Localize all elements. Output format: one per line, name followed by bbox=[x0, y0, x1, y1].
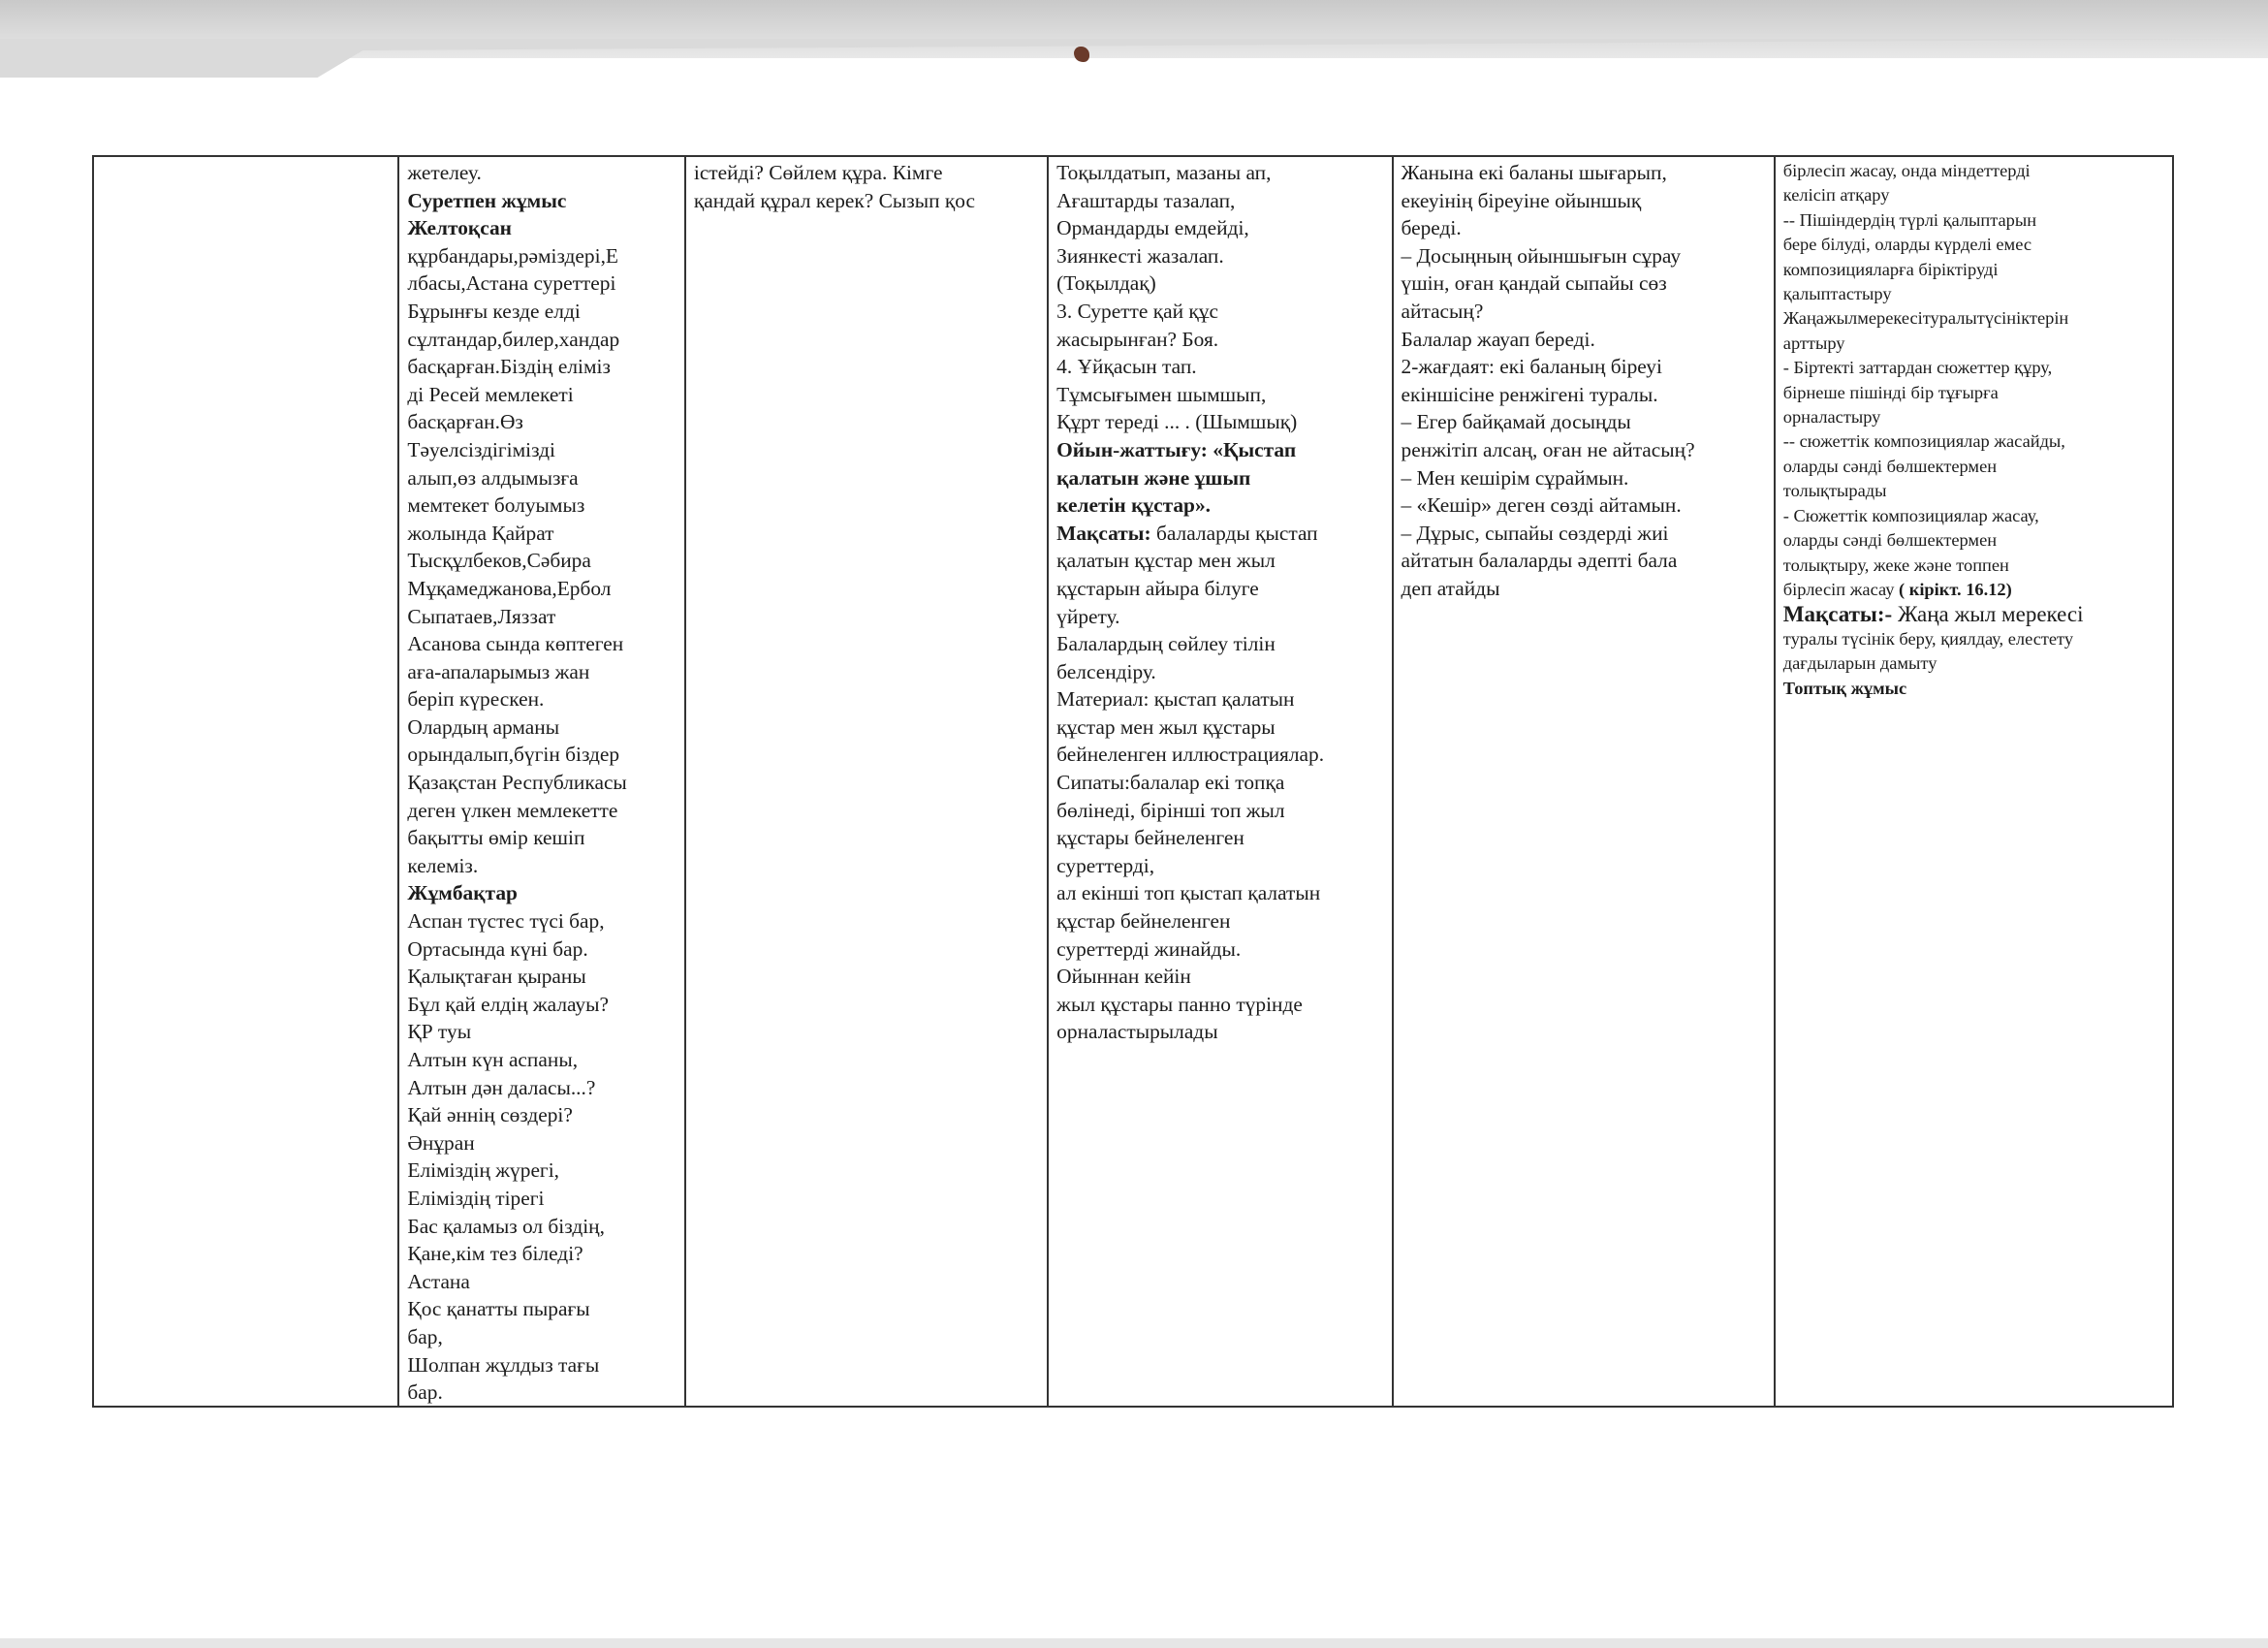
text-line: Алтын дән даласы...? bbox=[407, 1075, 596, 1099]
text-line: -- Пішіндердің түрлі қалыптарын bbox=[1782, 209, 2037, 230]
text-line: орналастыру bbox=[1782, 407, 1881, 428]
text-line: бейнеленген иллюстрациялар. bbox=[1056, 743, 1325, 767]
text-line: бақытты өмір кешіп bbox=[407, 826, 585, 850]
text-segment: Мақсаты:- bbox=[1782, 602, 1893, 627]
text-line: екіншісіне ренжігені туралы. bbox=[1401, 382, 1658, 406]
text-line: толықтырады bbox=[1782, 481, 1887, 501]
text-line: ренжітіп алсаң, оған не айтасың? bbox=[1401, 437, 1695, 461]
text-line: Шолпан жұлдыз тағы bbox=[407, 1352, 600, 1377]
text-line: келісіп атқару bbox=[1782, 185, 1890, 206]
text-line: Зиянкесті жазалап. bbox=[1056, 243, 1224, 268]
text-line: Тұмсығымен шымшып, bbox=[1056, 382, 1267, 406]
text-line: Олардың арманы bbox=[407, 714, 560, 739]
text-line: ді Ресей мемлекеті bbox=[407, 382, 574, 406]
text-segment: ( кірікт. 16.12) bbox=[1899, 579, 2012, 599]
text-line: Материал: қыстап қалатын bbox=[1056, 687, 1295, 712]
text-line: Сыпатаев,Ляззат bbox=[407, 604, 556, 628]
text-line: деген үлкен мемлекетте bbox=[407, 798, 618, 822]
text-line: Қос қанатты пырағы bbox=[407, 1297, 590, 1321]
text-line: дағдыларын дамыту bbox=[1782, 653, 1937, 674]
text-line: Тәуелсіздігімізді bbox=[407, 437, 555, 461]
scan-speck bbox=[1074, 47, 1089, 62]
text-line: құстары бейнеленген bbox=[1056, 826, 1244, 850]
text-line: үйрету. bbox=[1056, 604, 1120, 628]
column-3 bbox=[686, 157, 1049, 1406]
text-line: бар. bbox=[407, 1380, 443, 1405]
text-line: - Сюжеттік композициялар жасау, bbox=[1782, 505, 2039, 525]
text-line: мемтекет болуымыз bbox=[407, 493, 585, 518]
text-line: 2-жағдаят: екі баланың біреуі bbox=[1401, 355, 1662, 379]
text-line: бөлінеді, бірінші топ жыл bbox=[1056, 798, 1285, 822]
text-segment: бірлесіп жасау bbox=[1782, 579, 1899, 599]
text-line: Асанова сында көптеген bbox=[407, 632, 624, 656]
text-line: Желтоқсан bbox=[407, 216, 513, 240]
text-line: жолында Қайрат bbox=[407, 521, 554, 545]
text-line: айтатын балаларды әдепті бала bbox=[1401, 549, 1678, 573]
text-line: Құрт тереді ... . (Шымшық) bbox=[1056, 410, 1298, 434]
text-line: құстар бейнеленген bbox=[1056, 909, 1231, 934]
text-line: Жұмбақтар bbox=[407, 881, 518, 905]
text-line: 4. Ұйқасын тап. bbox=[1056, 355, 1197, 379]
text-segment: балаларды қыстап bbox=[1150, 521, 1318, 545]
text-line: жасырынған? Боя. bbox=[1056, 327, 1219, 351]
text-line: Қай әннің сөздері? bbox=[407, 1103, 573, 1127]
text-line: 3. Суретте қай құс bbox=[1056, 299, 1218, 323]
text-line: Ортасында күні бар. bbox=[407, 936, 588, 961]
text-line: аға-апаларымыз жан bbox=[407, 659, 590, 683]
text-line: Еліміздің тірегі bbox=[407, 1186, 545, 1210]
text-line: қандай құрал керек? Сызып қос bbox=[693, 188, 976, 212]
text-line: жыл құстары панно түрінде bbox=[1056, 992, 1303, 1016]
text-line: – «Кешір» деген сөзді айтамын. bbox=[1401, 493, 1682, 518]
text-line: лбасы,Астана суреттері bbox=[407, 271, 616, 296]
text-line: қалатын және ұшып bbox=[1056, 465, 1251, 490]
text-line: орналастырылады bbox=[1056, 1020, 1218, 1044]
text-line: бірнеше пішінді бір тұғырға bbox=[1782, 382, 1999, 402]
text-line: оларды сәнді бөлшектермен bbox=[1782, 456, 1998, 476]
text-line: құрбандары,рәміздері,Е bbox=[407, 243, 618, 268]
column-4 bbox=[1049, 157, 1393, 1406]
text-line: Бас қаламыз ол біздің, bbox=[407, 1214, 605, 1238]
text-line: алып,өз алдымызға bbox=[407, 465, 579, 490]
text-line: Ойыннан кейін bbox=[1056, 965, 1191, 989]
text-line: айтасың? bbox=[1401, 299, 1484, 323]
text-line: -- сюжеттік композициялар жасайды, bbox=[1782, 431, 2065, 452]
text-line: істейді? Сөйлем құра. Кімге bbox=[693, 161, 943, 184]
text-line: құстарын айыра білуге bbox=[1056, 576, 1259, 600]
text-line: құстар мен жыл құстары bbox=[1056, 714, 1276, 739]
text-line: Еліміздің жүрегі, bbox=[407, 1158, 559, 1183]
text-line: бар, bbox=[407, 1324, 443, 1348]
text-line: Мұқамеджанова,Ербол bbox=[407, 576, 612, 600]
text-line: Қазақстан Республикасы bbox=[407, 771, 627, 795]
text-line: Қалықтаған қыраны bbox=[407, 965, 586, 989]
text-line: оларды сәнді бөлшектермен bbox=[1782, 530, 1998, 551]
text-line: Қане,кім тез біледі? bbox=[407, 1242, 583, 1266]
text-line: Алтын күн аспаны, bbox=[407, 1048, 579, 1071]
text-line: сұлтандар,билер,хандар bbox=[407, 327, 620, 351]
column-1 bbox=[94, 157, 399, 1406]
text-line: Аспан түстес түсі бар, bbox=[407, 909, 605, 934]
text-line: жетелеу. bbox=[407, 161, 482, 184]
text-line: арттыру bbox=[1782, 333, 1845, 353]
text-line: Сипаты:балалар екі топқа bbox=[1056, 771, 1285, 795]
text-line: Ойын-жаттығу: «Қыстап bbox=[1056, 437, 1297, 461]
text-line: Топтық жұмыс bbox=[1782, 678, 1907, 698]
text-line: – Дұрыс, сыпайы сөздерді жиі bbox=[1401, 521, 1669, 545]
text-line: Балалар жауап береді. bbox=[1401, 327, 1595, 351]
text-line: Тысқұлбеков,Сәбира bbox=[407, 549, 591, 573]
text-line: Астана bbox=[407, 1269, 470, 1293]
scan-bottom-shadow bbox=[0, 1638, 2268, 1648]
text-line: қалыптастыру bbox=[1782, 284, 1892, 304]
text-segment: Мақсаты: bbox=[1056, 521, 1151, 545]
text-line: деп атайды bbox=[1401, 576, 1500, 600]
column-6 bbox=[1776, 157, 2172, 1406]
text-line: суреттерді жинайды. bbox=[1056, 936, 1242, 961]
text-line: Әнұран bbox=[407, 1130, 475, 1155]
text-line: Балалардың сөйлеу тілін bbox=[1056, 632, 1276, 656]
text-line: екеуінің біреуіне ойыншық bbox=[1401, 188, 1642, 212]
text-line: Бұл қай елдің жалауы? bbox=[407, 992, 609, 1016]
text-line: - Біртекті заттардан сюжеттер құру, bbox=[1782, 358, 2053, 378]
text-line: орындалып,бүгін біздер bbox=[407, 743, 620, 767]
text-line: – Мен кешірім сұраймын. bbox=[1401, 465, 1629, 490]
text-line: Тоқылдатып, мазаны ап, bbox=[1056, 161, 1272, 184]
text-line: басқарған.Өз bbox=[407, 410, 523, 434]
text-line: келетін құстар». bbox=[1056, 493, 1211, 518]
text-line: – Егер байқамай досыңды bbox=[1401, 410, 1631, 434]
text-line: суреттерді, bbox=[1056, 853, 1155, 877]
text-line: Суретпен жұмыс bbox=[407, 188, 567, 212]
text-line bbox=[1056, 520, 1383, 548]
text-line: Жаңажылмерекесітуралытүсініктерін bbox=[1782, 308, 2069, 329]
text-line: үшін, оған қандай сыпайы сөз bbox=[1401, 271, 1667, 296]
text-line: Ормандарды емдейді, bbox=[1056, 216, 1249, 240]
text-line: ал екінші топ қыстап қалатын bbox=[1056, 881, 1321, 905]
text-line: бірлесіп жасау, онда міндеттерді bbox=[1782, 161, 2031, 180]
text-line: (Тоқылдақ) bbox=[1056, 271, 1156, 296]
text-line: композицияларға біріктіруді bbox=[1782, 259, 1999, 279]
text-line: ҚР туы bbox=[407, 1020, 472, 1044]
column-5 bbox=[1394, 157, 1776, 1406]
text-segment: Жаңа жыл мерекесі bbox=[1892, 602, 2084, 627]
text-line: Бұрынғы кезде елді bbox=[407, 299, 581, 323]
text-line: – Досыңның ойыншығын сұрау bbox=[1401, 243, 1682, 268]
text-line: бере білуді, оларды күрделі емес bbox=[1782, 235, 2032, 255]
text-line: Ағаштарды тазалап, bbox=[1056, 188, 1236, 212]
text-line bbox=[1783, 578, 2164, 602]
text-line: келеміз. bbox=[407, 853, 479, 877]
lesson-plan-table bbox=[92, 155, 2174, 1408]
text-line: басқарған.Біздің еліміз bbox=[407, 355, 611, 379]
text-line: туралы түсінік беру, қиялдау, елестету bbox=[1782, 628, 2074, 649]
text-line: Жанына екі баланы шығарып, bbox=[1401, 161, 1667, 184]
text-line: беріп күрескен. bbox=[407, 687, 545, 712]
column-2 bbox=[399, 157, 685, 1406]
text-line: береді. bbox=[1401, 216, 1462, 240]
text-line: толықтыру, жеке және топпен bbox=[1782, 555, 2009, 575]
text-line: қалатын құстар мен жыл bbox=[1056, 549, 1276, 573]
text-line: белсендіру. bbox=[1056, 659, 1156, 683]
text-line bbox=[1783, 602, 2164, 626]
